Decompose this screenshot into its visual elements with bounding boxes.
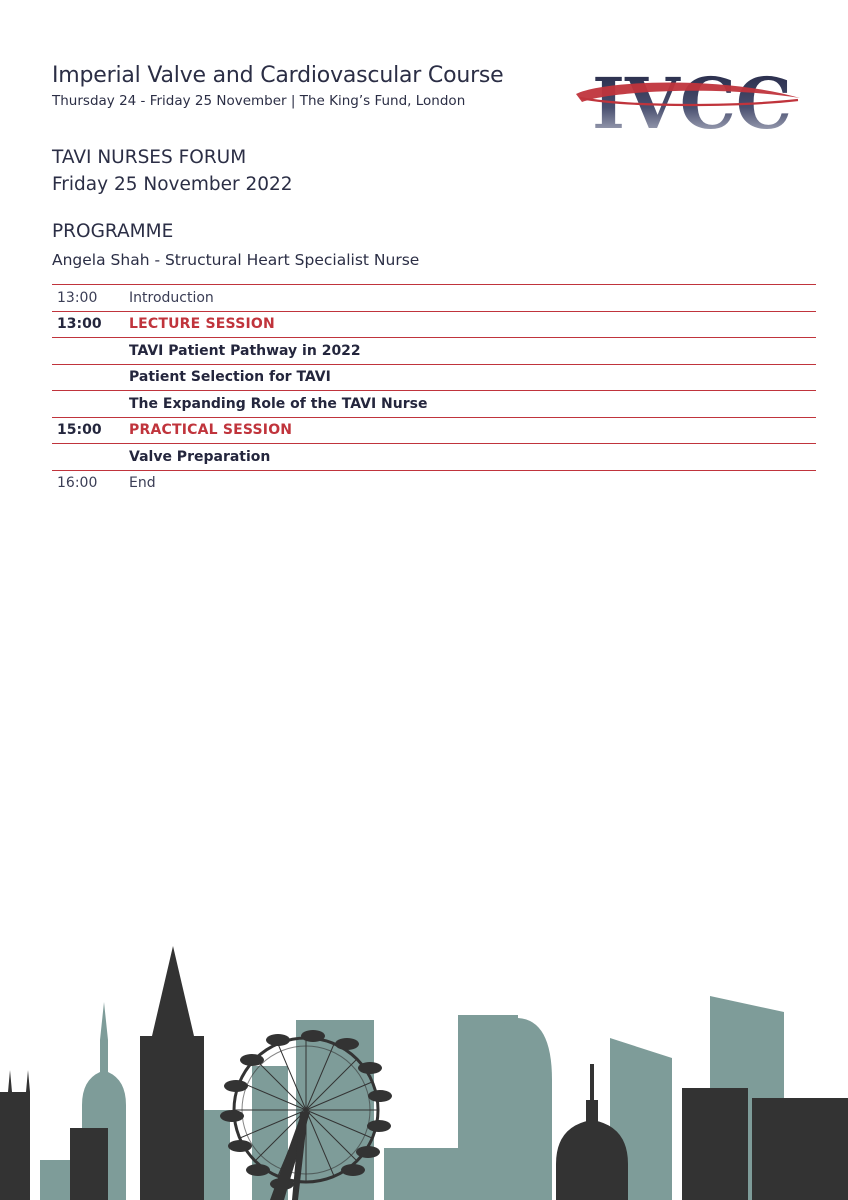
forum-title: TAVI NURSES FORUM xyxy=(52,147,247,168)
schedule-row xyxy=(52,390,816,417)
schedule-time: 15:00 xyxy=(57,422,102,439)
schedule-time: 16:00 xyxy=(57,475,98,492)
schedule-row xyxy=(52,443,816,470)
schedule-title: Introduction xyxy=(129,289,214,306)
london-skyline-illustration xyxy=(0,940,848,1200)
programme-heading: PROGRAMME xyxy=(52,221,174,242)
schedule-session-title: LECTURE SESSION xyxy=(129,316,275,333)
schedule-time: 13:00 xyxy=(57,289,98,306)
schedule-time: 13:00 xyxy=(57,316,102,333)
schedule-title: Valve Preparation xyxy=(129,448,271,465)
course-title: Imperial Valve and Cardiovascular Course xyxy=(52,63,504,88)
schedule-row xyxy=(52,470,816,497)
logo-text: IVCC xyxy=(592,64,792,138)
schedule-title: The Expanding Role of the TAVI Nurse xyxy=(129,395,428,412)
schedule-row xyxy=(52,311,816,338)
programme-host: Angela Shah - Structural Heart Specialist Nurse xyxy=(52,251,420,269)
course-subtitle: Thursday 24 - Friday 25 November | The King’s Fund, London xyxy=(52,93,466,109)
schedule-title: Patient Selection for TAVI xyxy=(129,369,331,386)
schedule-session-title: PRACTICAL SESSION xyxy=(129,422,293,439)
ivcc-logo xyxy=(574,64,806,138)
schedule-row xyxy=(52,417,816,444)
schedule-row xyxy=(52,364,816,391)
schedule-table xyxy=(52,284,816,496)
schedule-title: End xyxy=(129,475,156,492)
schedule-row xyxy=(52,284,816,311)
schedule-title: TAVI Patient Pathway in 2022 xyxy=(129,342,361,359)
forum-date: Friday 25 November 2022 xyxy=(52,174,293,195)
schedule-row xyxy=(52,337,816,364)
